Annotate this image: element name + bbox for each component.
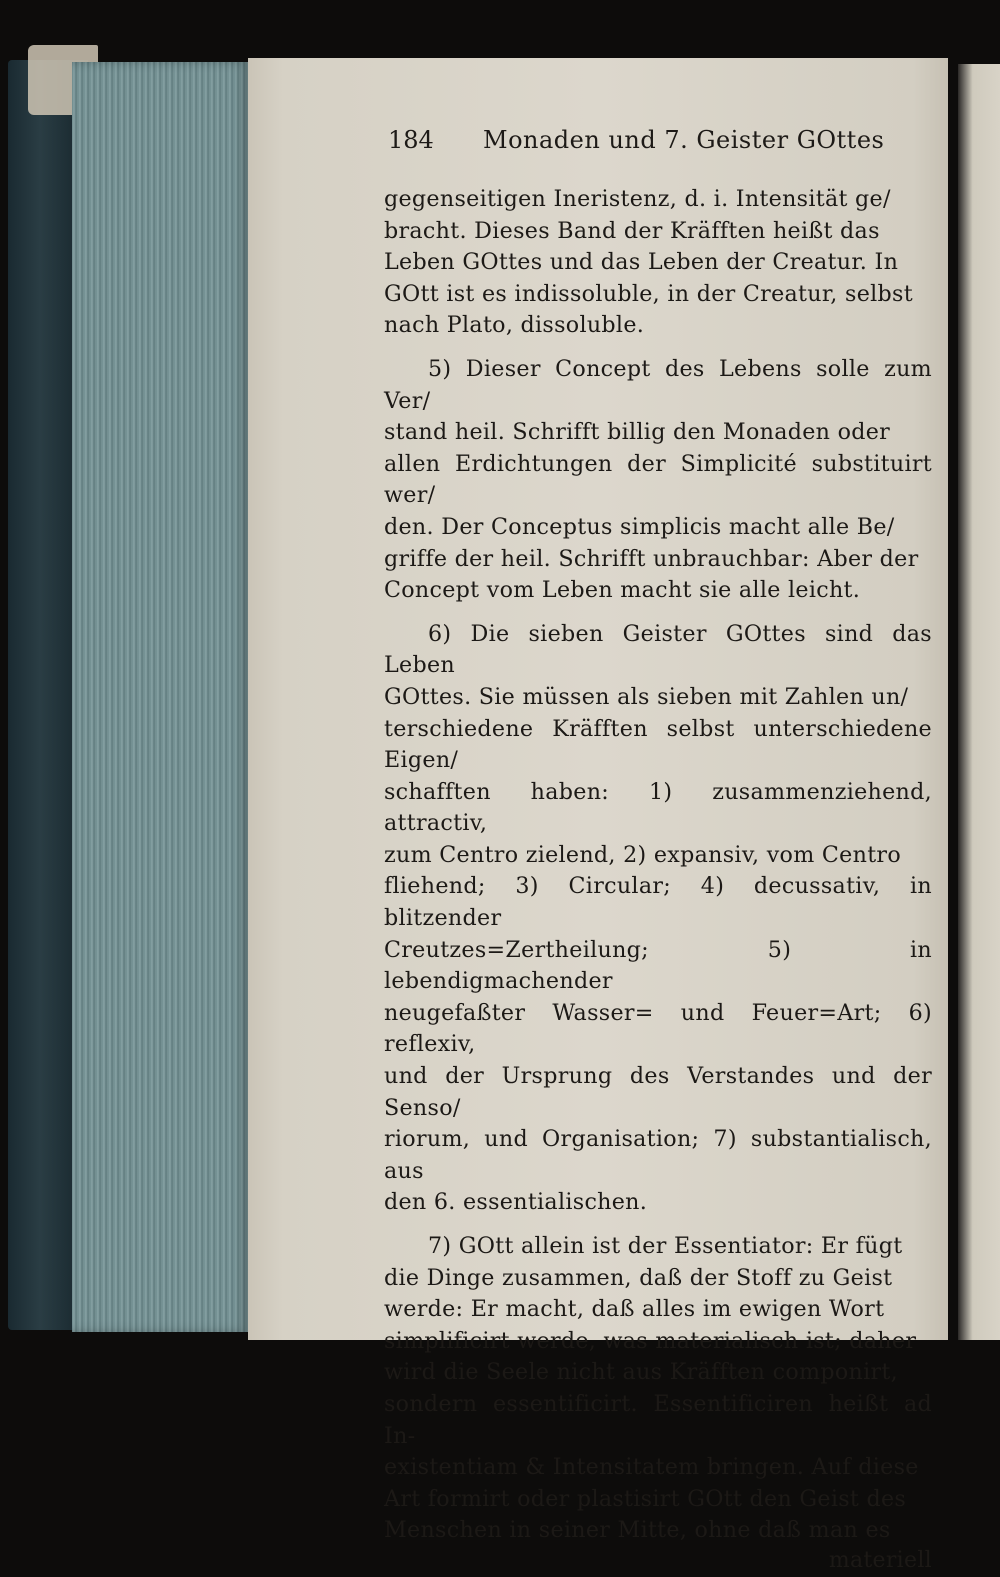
paragraph-6 [384,619,932,1219]
page-number: 184 [388,126,434,154]
text-line: GOtt ist es indissoluble, in der Creatur, selbst [384,280,913,307]
text-line: Art formirt oder plastisirt GOtt den Geist des [384,1485,907,1512]
text-line: terschiedene Kräfften selbst unterschiedene Eigen/ [384,715,932,774]
paragraph-7 [384,1231,932,1547]
facing-page-edge [958,64,1000,1340]
text-line: die Dinge zusammen, daß der Stoff zu Geist [384,1264,893,1291]
text-line: den 6. essentialischen. [384,1189,648,1216]
page-block-edge [72,62,250,1332]
text-line: Creutzes=Zertheilung; 5) in lebendigmachender [384,936,932,995]
text-line: zum Centro zielend, 2) expansiv, vom Centro [384,841,901,868]
text-line: simplificirt werde, was materialisch ist; daher [384,1327,917,1354]
text-line: 7) GOtt allein ist der Essentiator: Er fügt [428,1233,903,1259]
text-line: riorum, und Organisation; 7) substantialisch, aus [384,1126,932,1184]
text-line: 5) Dieser Concept des Lebens solle zum Ver/ [384,355,932,414]
text-line: Leben GOttes und das Leben der Creatur. In [384,249,899,276]
text-line: neugefaßter Wasser= und Feuer=Art; 6) reflexiv, [384,999,932,1058]
text-line: werde: Er macht, daß alles im ewigen Wort [384,1296,885,1323]
running-head: Monaden und 7. Geister GOttes [483,126,885,154]
text-line: den. Der Conceptus simplicis macht alle Be/ [384,513,895,540]
page-header [388,122,928,162]
text-line: gegenseitigen Ineristenz, d. i. Intensität ge/ [384,186,891,212]
text-line: GOttes. Sie müssen als sieben mit Zahlen un/ [384,683,909,710]
text-line: nach Plato, dissoluble. [384,312,645,339]
text-line: fliehend; 3) Circular; 4) decussativ, in blitzender [384,873,932,932]
text-line: 6) Die sieben Geister GOttes sind das Leben [384,620,932,679]
text-line: Menschen in seiner Mitte, ohne daß man es [384,1517,891,1544]
text-line: sondern essentificirt. Essentificiren heißt ad In- [384,1390,932,1449]
paragraph-continuation [384,184,932,342]
text-line: Concept vom Leben macht sie alle leicht. [384,577,861,604]
catchword: materiell [828,1547,932,1573]
text-line: wird die Seele nicht aus Kräfften componirt, [384,1359,898,1386]
text-line: bracht. Dieses Band der Kräfften heißt das [384,217,880,244]
text-line: existentiam & Intensitatem bringen. Auf diese [384,1454,919,1481]
text-line: allen Erdichtungen der Simplicité substituirt wer/ [384,450,932,509]
text-line: und der Ursprung des Verstandes und der Senso/ [384,1063,932,1121]
text-line: stand heil. Schrifft billig den Monaden oder [384,419,891,446]
paragraph-5 [384,354,932,607]
text-line: schafften haben: 1) zusammenziehend, attractiv, [384,778,932,837]
text-line: griffe der heil. Schrifft unbrauchbar: Aber der [384,545,919,572]
